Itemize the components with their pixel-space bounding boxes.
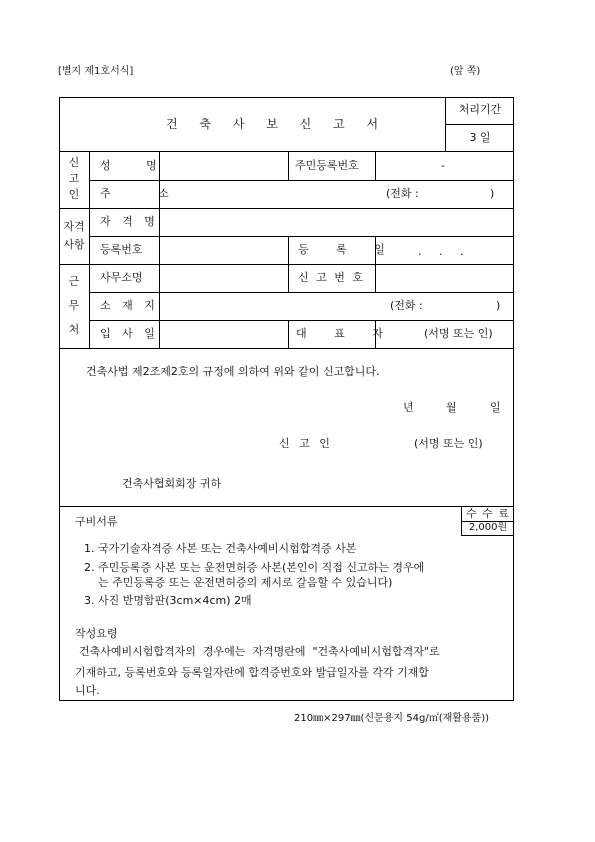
- document-item-2: 2. 주민등록증 사본 또는 운전면허증 사본(본인이 직접 신고하는 경우에: [84, 561, 425, 574]
- name-field[interactable]: [160, 152, 288, 180]
- date-year-label: 년: [403, 401, 414, 414]
- cert-name-field[interactable]: [160, 209, 514, 236]
- document-item-2-cont: 는 주민등록증 또는 운전면허증의 제시로 갈음할 수 있습니다): [84, 576, 393, 589]
- office-name-label: 사무소명: [100, 271, 143, 284]
- rrn-field[interactable]: [376, 152, 514, 180]
- registration-number-label: 등록번호: [100, 243, 143, 256]
- group-qualification-1: 자격: [63, 220, 85, 233]
- representative-sign-label: (서명 또는 인): [424, 327, 493, 340]
- address-label: 주 소: [100, 187, 191, 200]
- address-phone-label: (전화 :: [386, 187, 419, 200]
- rrn-label: 주민등록번호: [295, 159, 359, 172]
- form-title: 건 축 사 보 신 고 서: [166, 117, 388, 131]
- paper-spec: 210㎜×297㎜(신문용지 54g/㎡(재활용품)): [294, 713, 490, 724]
- rule-qual-split: [288, 236, 289, 265]
- location-label: 소 재 지: [100, 299, 159, 312]
- reporter-signature-field[interactable]: [330, 432, 410, 452]
- group-applicant-3: 인: [68, 188, 80, 201]
- location-phone-close: ): [496, 299, 501, 312]
- hire-date-label: 입 사 일: [100, 327, 159, 340]
- page-side-label: (앞 쪽): [450, 66, 481, 77]
- document-item-1: 1. 국가기술자격증 사본 또는 건축사예비시험합격증 사본: [84, 542, 357, 555]
- name-label: 성 명: [100, 159, 173, 172]
- rule-work-bottom: [59, 348, 514, 349]
- group-qualification-2: 사항: [63, 238, 85, 251]
- rule-group-col: [89, 151, 90, 349]
- hire-date-field[interactable]: [160, 321, 288, 348]
- rule-fee-bottom: [461, 535, 514, 536]
- registration-date-dots: . . .: [418, 245, 464, 258]
- instructions-line-1: 건축사예비시험합격자의 경우에는 자격명란에 "건축사예비시험합격자"로: [79, 645, 440, 658]
- documents-heading: 구비서류: [75, 515, 118, 528]
- reporter-label: 신 고 인: [279, 437, 333, 450]
- registration-date-label: 등 록 일: [298, 243, 397, 256]
- report-number-field[interactable]: [376, 265, 514, 292]
- instructions-heading: 작성요령: [75, 627, 118, 640]
- report-number-label: 신 고 번 호: [298, 271, 365, 284]
- group-workplace-1: 근: [68, 275, 80, 288]
- address-phone-close: ): [490, 187, 495, 200]
- instructions-line-3: 니다.: [75, 684, 100, 697]
- declaration-statement: 건축사법 제2조제2호의 규정에 의하여 위와 같이 신고합니다.: [86, 365, 380, 378]
- fee-label: 수 수 료: [466, 507, 510, 520]
- processing-period-value: 3 일: [469, 131, 491, 144]
- group-applicant-1: 신: [68, 156, 80, 169]
- address-field[interactable]: [160, 181, 514, 208]
- fee-amount: 2,000원: [468, 522, 508, 533]
- addressee: 건축사협회회장 귀하: [122, 477, 222, 490]
- cert-name-label: 자 격 명: [100, 215, 159, 228]
- representative-label: 대 표 자: [296, 327, 395, 340]
- rule-hire-split: [288, 320, 289, 349]
- rule-applicant-split: [288, 151, 289, 181]
- reporter-sign-label: (서명 또는 인): [414, 437, 483, 450]
- office-name-field[interactable]: [160, 265, 288, 292]
- registration-number-field[interactable]: [160, 237, 288, 264]
- rrn-dash: -: [441, 159, 445, 172]
- group-workplace-3: 처: [68, 323, 80, 336]
- location-field[interactable]: [160, 293, 514, 320]
- rule-processing: [445, 124, 514, 125]
- date-day-label: 일: [490, 401, 501, 414]
- form-number: [별지 제1호서식]: [58, 66, 134, 77]
- group-applicant-2: 고: [68, 172, 80, 185]
- rule-work-split: [288, 264, 289, 293]
- instructions-line-2: 기재하고, 등록번호와 등록일자란에 합격증번호와 발급일자를 각각 기재합: [75, 666, 429, 679]
- document-item-3: 3. 사진 반명함판(3cm×4cm) 2매: [84, 594, 252, 607]
- group-workplace-2: 무: [68, 299, 80, 312]
- date-month-label: 월: [446, 401, 457, 414]
- processing-period-label: 처리기간: [458, 103, 502, 116]
- rule-decl-bottom: [59, 506, 514, 507]
- location-phone-label: (전화 :: [390, 299, 423, 312]
